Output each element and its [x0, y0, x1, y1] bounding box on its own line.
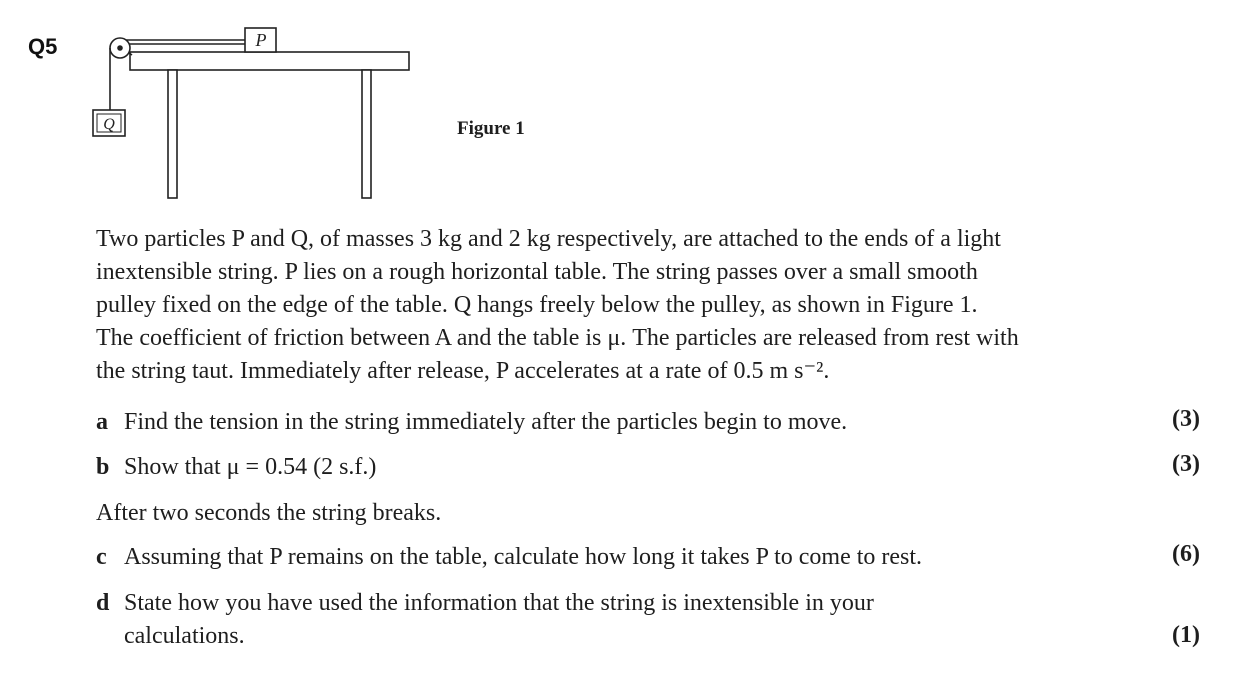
part-b-marks: (3) — [1172, 451, 1200, 477]
intro-line: the string taut. Immediately after release, P accelerates at a rate of 0.5 m s⁻². — [96, 358, 830, 384]
part-letter: a — [96, 409, 108, 435]
part-b — [96, 451, 376, 484]
part-d — [96, 587, 874, 653]
part-letter: c — [96, 544, 107, 570]
table-leg-left — [168, 70, 177, 198]
part-text: Show that μ = 0.54 (2 s.f.) — [124, 454, 377, 480]
label-p: P — [255, 30, 267, 50]
table-leg-right — [362, 70, 371, 198]
intro-line: The coefficient of friction between A and the table is μ. The particles are released from rest with — [96, 325, 1019, 351]
part-a-marks: (3) — [1172, 406, 1200, 432]
part-c — [96, 541, 922, 574]
intro-line: inextensible string. P lies on a rough horizontal table. The string passes over a small smooth — [96, 259, 978, 285]
interlude-text: After two seconds the string breaks. — [96, 500, 442, 526]
intro-line: pulley fixed on the edge of the table. Q hangs freely below the pulley, as shown in Figure 1. — [96, 292, 978, 318]
pulley-table-figure — [0, 0, 560, 210]
label-q: Q — [103, 116, 115, 133]
part-d-marks: (1) — [1172, 622, 1200, 648]
intro-line: Two particles P and Q, of masses 3 kg and 2 kg respectively, are attached to the ends of a light — [96, 226, 1001, 252]
table-top — [130, 52, 409, 70]
part-a — [96, 406, 847, 439]
part-text: Assuming that P remains on the table, calculate how long it takes P to come to rest. — [124, 544, 923, 570]
part-letter: b — [96, 454, 110, 480]
figure-caption: Figure 1 — [457, 118, 525, 139]
part-text: State how you have used the information that the string is inextensible in your — [124, 590, 874, 616]
part-letter: d — [96, 590, 110, 616]
part-text: Find the tension in the string immediately after the particles begin to move. — [124, 409, 848, 435]
question-number: Q5 — [28, 34, 58, 59]
question-intro — [96, 223, 1226, 388]
part-c-marks: (6) — [1172, 541, 1200, 567]
part-text-continued: calculations. — [124, 623, 245, 649]
